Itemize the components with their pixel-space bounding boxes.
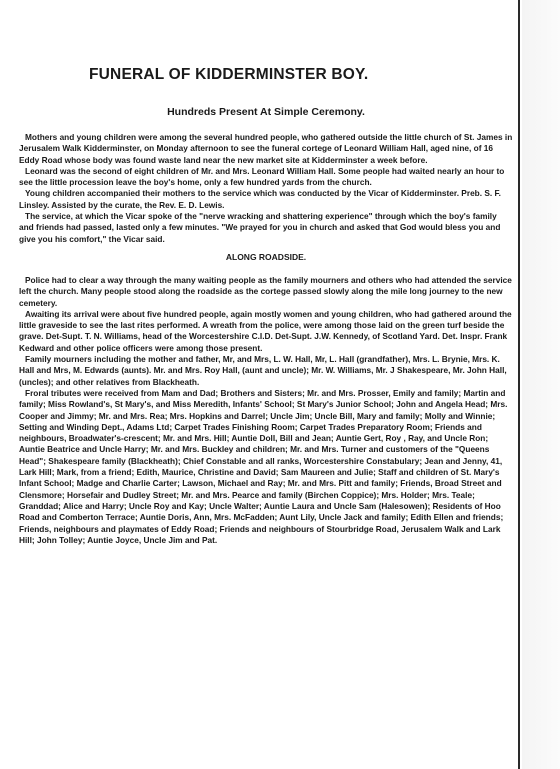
paragraph: Family mourners including the mother and father, Mr, and Mrs, L. W. Hall, Mr, L. Hall (grandfather), Mrs. L. Brynie, Mrs. K. Hall and Mrs, M. Edwards (aunts). Mr. and Mrs. Roy Hall, (aunt and uncle); Mr. W. Williams, Mr. J Shakespeare, Mr. John Hall, (uncles); and other relatives from Blackheath. xyxy=(19,354,507,387)
paragraph: Young children accompanied their mothers to the service which was conducted by the Vicar of Kidderminster. Preb. S. F. Linsley. Assisted by the curate, the Rev. E. D. Lewis. xyxy=(19,188,501,210)
page-edge xyxy=(518,0,520,769)
paragraph: Police had to clear a way through the many waiting people as the family mourners and others who had attended the service left the church. Many people stood along the roadside as the cortege passed slowly along the mile long journey to the new cemetery. xyxy=(19,274,512,308)
paragraph: Leonard was the second of eight children of Mr. and Mrs. Leonard William Hall. Some people had waited nearly an hour to see the little procession leave the boy's home, only a few hundred yards from the church. xyxy=(19,165,505,188)
article-subtitle: Hundreds Present At Simple Ceremony. xyxy=(167,106,365,118)
paragraph: The service, at which the Vicar spoke of the "nerve wracking and shattering experience" through which the boy's family and friends had passed, lasted only a few minutes. "We prayed for you in church and asked that God would bless you and give you his comfort," the Vicar said. xyxy=(19,211,501,244)
facing-page-shadow xyxy=(522,0,560,769)
article xyxy=(19,66,513,546)
paragraph: Awaiting its arrival were about five hundred people, again mostly women and young children, who had gathered around the little graveside to see the last rites performed. A wreath from the police, were among those laid on the green turf beside the grave. Det-Supt. T. N. Williams, head of the Worcestershire C.I.D. Det-Supt. J.W. Kennedy, of Scotland Yard. Det. Inspr. Frank Kedward and other police officers were among those present. xyxy=(19,308,512,353)
section-heading: ALONG ROADSIDE. xyxy=(225,251,307,262)
article-title: FUNERAL OF KIDDERMINSTER BOY. xyxy=(89,66,369,83)
paragraph: Mothers and young children were among the several hundred people, who gathered outside the little church of St. James in Jerusalem Walk Kidderminster, on Monday afternoon to see the funeral cortege of Leonard William Hall, aged nine, of 16 Eddy Road whose body was found waste land near the new market site at Kidderminster a week before. xyxy=(19,132,513,165)
paragraph: Froral tributes were received from Mam and Dad; Brothers and Sisters; Mr. and Mrs. Prosser, Emily and family; Martin and family; Miss Rowland's, St Mary's, and Miss Meredith, Infants' School; St Mary's Junior School; John and Angela Head; Mrs. Cooper and Jimmy; Mr. and Mrs. Rea; Mrs. Hopkins and Darrel; Uncle Jim; Uncle Bill, Mary and family; Molly and Winnie; Setting and Winding Dept., Adams Ltd; Carpet Trades Finishing Room; Carpet Trades Preparatory Room; Friends and neighbours, Broadwater's-crescent; Mr. and Mrs. Hill; Auntie Doll, Bill and Jean; Auntie Gert, Roy , Ray, and Uncle Ron; Auntie Beatrice and Uncle Harry; Mr. and Mrs. Buckley and children; Mr. and Mrs. Turner and customers of the "Queens Head"; Shakespeare family (Blackheath); Chief Constable and all ranks, Worcestershire Constabulary; Jean and Jenny, 41, Lark Hill; Mark, from a friend; Edith, Maurice, Christine and David; Sam Maureen and Julie; Staff and children of St. Mary's Infant School; Madge and Charlie Carter; Lawson, Michael and Ray; Mr. and Mrs. Pitt and family; Friends, Broad Street and Clensmore; Horsefair and Dudley Street; Mr. and Mrs. Pearce and family (Birchen Coppice); Mrs. Holder; Mrs. Teale; Granddad; Alice and Harry; Uncle Roy and Kay; Uncle Walter; Auntie Laura and Uncle Sam (Halesowen); Residents of Hoo Road and Comberton Terrace; Auntie Doris, Ann, Mrs. McFadden; Aunt Lily, Uncle Jack and family; Edith Ellen and friends; Friends, neighbours and playmates of Eddy Road; Friends and neighbours of Stourbridge Road, Jerusalem Walk and Lark Hill; John Tolley; Auntie Joyce, Uncle Jim and Pat. xyxy=(19,387,508,545)
